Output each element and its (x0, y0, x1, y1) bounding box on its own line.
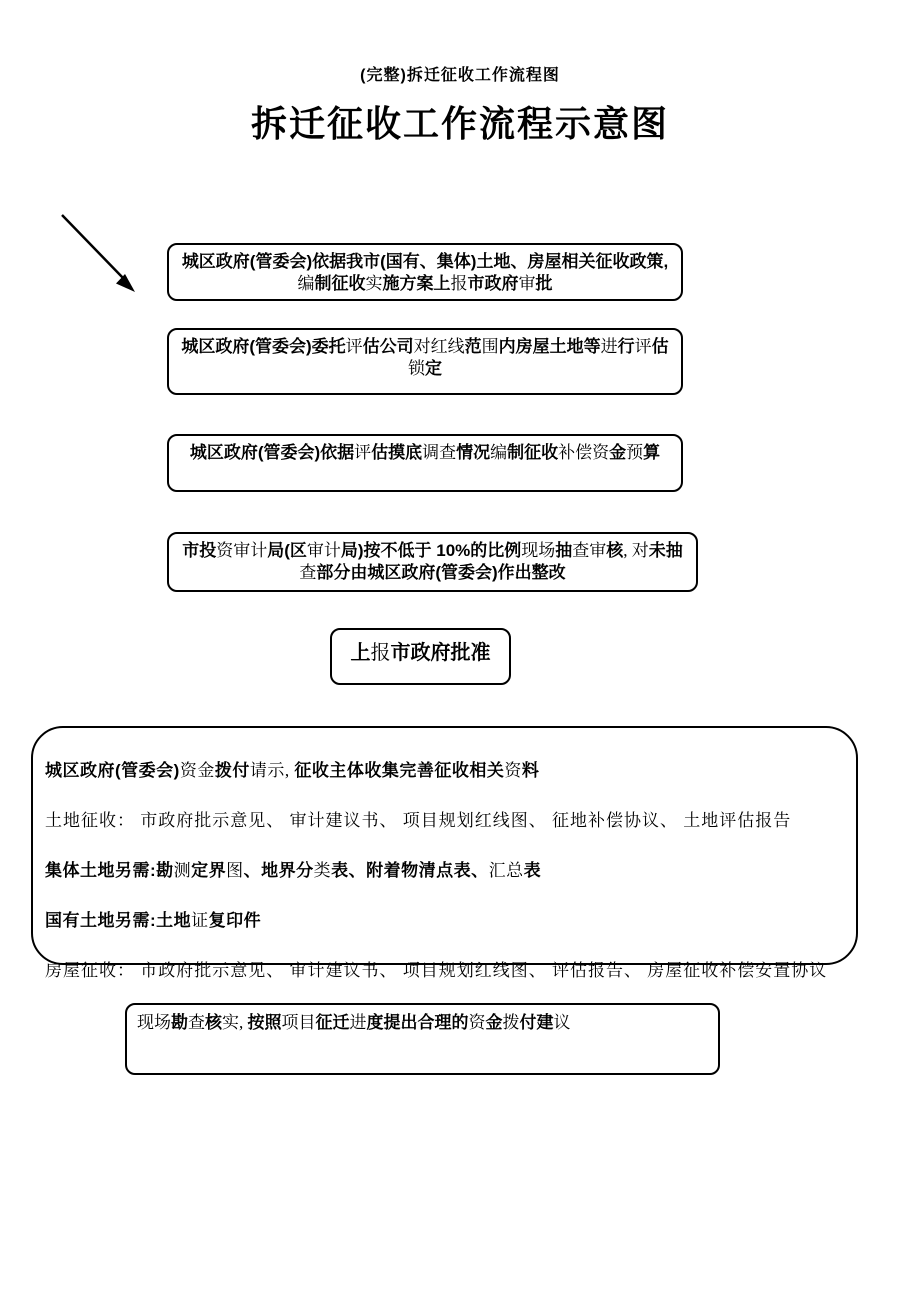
final-step-box: 现场勘查核实, 按照项目征迁进度提出合理的资金拨付建议 (125, 1003, 720, 1075)
document-header: (完整)拆迁征收工作流程图 (360, 67, 560, 84)
house-expropriation-materials-line: 房屋征收： 市政府批示意见、 审计建议书、 项目规划红线图、 评估报告、 房屋征收补偿安置协议 (45, 961, 828, 980)
flow-step-2-box: 城区政府(管委会)委托评估公司对红线范围内房屋土地等进行评估锁定 (167, 328, 683, 395)
collective-land-materials-line: 集体土地另需:勘测定界图、地界分类表、附着物清点表、汇总表 (45, 861, 542, 880)
flow-step-5-box: 上报市政府批准 (330, 628, 511, 685)
funding-box-heading: 城区政府(管委会)资金拨付请示, 征收主体收集完善征收相关资料 (45, 761, 540, 780)
flow-step-4-box: 市投资审计局(区审计局)按不低于 10%的比例现场抽查审核, 对未抽查部分由城区政府(管委会)作出整改 (167, 532, 698, 592)
land-expropriation-materials-line: 土地征收： 市政府批示意见、 审计建议书、 项目规划红线图、 征地补偿协议、 土地评估报告 (45, 811, 792, 830)
flow-step-1-box: 城区政府(管委会)依据我市(国有、集体)土地、房屋相关征收政策, 编制征收实施方案上报市政府审批 (167, 243, 683, 301)
flow-step-3-box: 城区政府(管委会)依据评估摸底调查情况编制征收补偿资金预算 (167, 434, 683, 492)
funding-request-box (31, 726, 858, 980)
page-title: 拆迁征收工作流程示意图 (250, 104, 669, 144)
state-land-materials-line: 国有土地另需:土地证复印件 (45, 911, 262, 930)
diagonal-arrow-icon (52, 205, 147, 300)
